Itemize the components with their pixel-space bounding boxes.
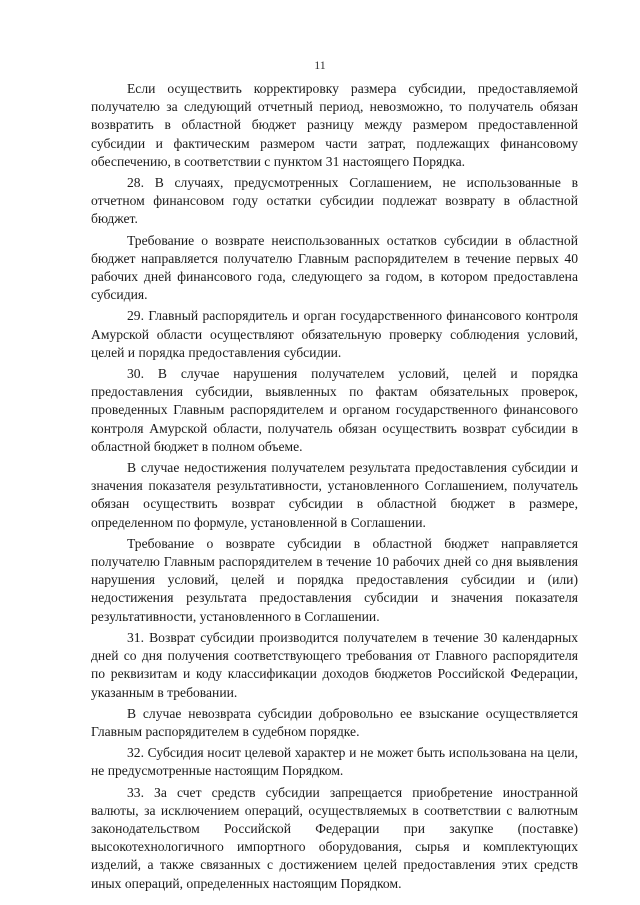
- paragraph: 30. В случае нарушения получателем условий, целей и порядка предоставления субсидии, выявленных по фактам обязательных проверок, проведенных Главным распорядителем и органом государственного финансового контроля Амурской области, получатель обязан осуществить возврат субсидии в областной бюджет в полном объеме.: [91, 366, 578, 454]
- paragraph: Требование о возврате неиспользованных остатков субсидии в областной бюджет направляется получателю Главным распорядителем в течение первых 40 рабочих дней финансового года, следующего за годом, в котором предоставлена субсидия.: [91, 232, 578, 303]
- paragraph: Если осуществить корректировку размера субсидии, предоставляемой получателю за следующий отчетный период, невозможно, то получатель обязан возвратить в областной бюджет разницу между размером предоставленной субсидии и фактическим размером части затрат, подлежащих финансовому обеспечению, в соответствии с пунктом 31 настоящего Порядка.: [91, 81, 578, 169]
- paragraph: 33. За счет средств субсидии запрещается приобретение иностранной валюты, за исключением операций, осуществляемых в соответствии с валютным законодательством Российской Федерации при закупке (поставке) высокотехнологичного импортного оборудования, сырья и комплектующих изделий, а также связанных с достижением целей предоставления этих средств иных операций, определенных настоящим Порядком.: [91, 784, 578, 891]
- paragraph: Требование о возврате субсидии в областной бюджет направляется получателю Главным распорядителем в течение 10 рабочих дней со дня выявления нарушения условий, целей и порядка предоставления субсидии и (или) недостижения результата предоставления субсидии и значения показателя результативности, установленного в Соглашении.: [91, 535, 578, 624]
- paragraph: 32. Субсидия носит целевой характер и не может быть использована на цели, не предусмотренные настоящим Порядком.: [91, 745, 578, 779]
- paragraph: 29. Главный распорядитель и орган государственного финансового контроля Амурской области осуществляют обязательную проверку соблюдения условий, целей и порядка предоставления субсидии.: [91, 308, 578, 360]
- paragraph: 28. В случаях, предусмотренных Соглашением, не использованные в отчетном финансовом году остатки субсидии подлежат возврату в областной бюджет.: [91, 175, 578, 227]
- paragraph: В случае недостижения получателем результата предоставления субсидии и значения показателя результативности, установленного Соглашением, получатель обязан осуществить возврат субсидии в областной бюджет в размере, определенном по формуле, установленной в Соглашении.: [91, 460, 578, 530]
- page-number: 11: [314, 58, 326, 72]
- document-body: [91, 80, 578, 893]
- paragraph: 31. Возврат субсидии производится получателем в течение 30 календарных дней со дня получения соответствующего требования от Главного распорядителя по реквизитам и коду классификации доходов бюджетов Российской Федерации, указанным в требовании.: [91, 629, 578, 700]
- paragraph: В случае невозврата субсидии добровольно ее взыскание осуществляется Главным распорядителем в судебном порядке.: [91, 705, 578, 739]
